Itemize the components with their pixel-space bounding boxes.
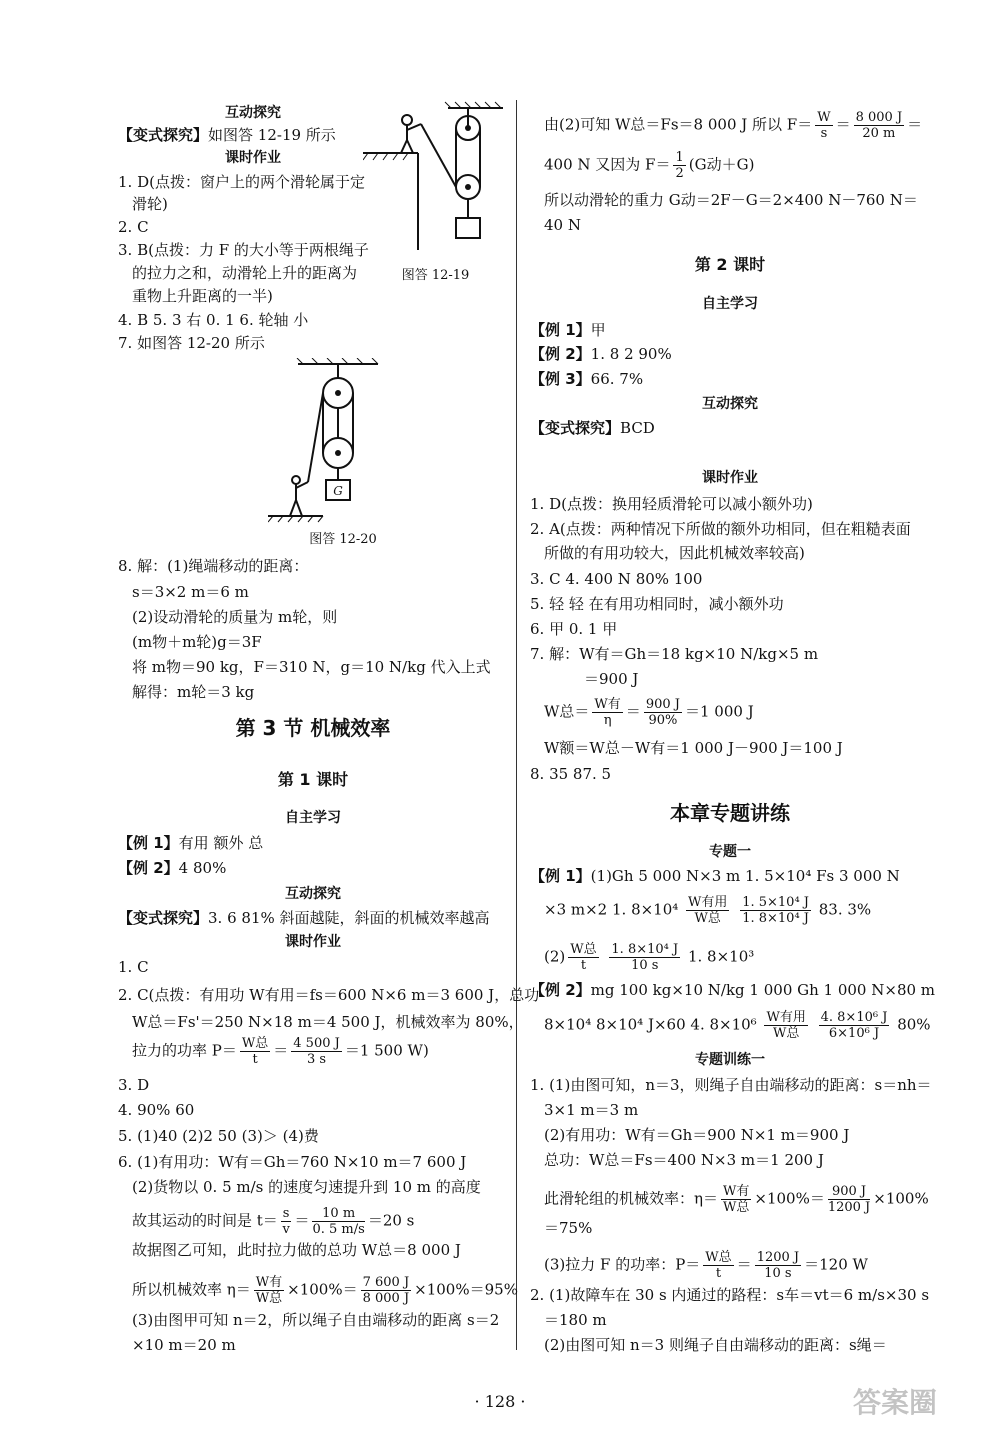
answer-8e: 将 m物＝90 kg，F＝310 N，g＝10 N/kg 代入上式: [132, 658, 491, 676]
training-1f: ＝75%: [544, 1219, 593, 1237]
training-1e: 此滑轮组的机械效率：η＝ $\frac{\text{W有}}{\text{W总}}$ ×100%＝ $\frac{900 J}{1200 J}$ ×100%: [544, 1184, 929, 1215]
heading-keshi: 课时作业: [225, 150, 281, 166]
homework-2a: 2. C(点拨：有用功 W有用＝fs＝600 N×6 m＝3 600 J，总功: [118, 986, 540, 1004]
right-hw-3: 3. C 4. 400 N 80% 100: [530, 570, 703, 588]
section-title-3: 第 3 节 机械效率: [235, 716, 391, 740]
right-hw-7a: 7. 解：W有＝Gh＝18 kg×10 N/kg×5 m: [530, 645, 819, 663]
column-divider: [516, 100, 517, 1350]
training-1c: (2)有用功：W有＝Gh＝900 N×1 m＝900 J: [544, 1126, 850, 1144]
heading-hudong: 互动探究: [225, 105, 281, 121]
homework-6f: (3)由图甲可知 n＝2，所以绳子自由端移动的距离 s＝2: [132, 1311, 500, 1329]
answer-7: 7. 如图答 12-20 所示: [118, 334, 265, 352]
right-hw-5: 5. 轻 轻 在有用功相同时，减小额外功: [530, 595, 784, 613]
example-r1: 【例 1】甲: [530, 321, 606, 339]
homework-1: 1. C: [118, 958, 149, 976]
topic-1-heading: 专题一: [709, 844, 751, 860]
lesson-title-1: 第 1 课时: [277, 770, 349, 789]
heading-hudong-right: 互动探究: [702, 396, 758, 412]
pulley-figure-12-19: [363, 100, 508, 265]
training-1d: 总功：W总＝Fs＝400 N×3 m＝1 200 J: [544, 1151, 824, 1169]
heading-keshi-2: 课时作业: [285, 934, 341, 950]
topic-1-ex1c: (2) $\frac{\text{W总}}{t}$ $\frac{\text{1. 8×10⁴ J}}{10 s}$ 1. 8×10³: [544, 942, 755, 973]
figure-caption-12-20: 图答 12-20: [309, 532, 377, 547]
watermark-logo: 答案圈: [852, 1386, 937, 1419]
right-hw-2b: 所做的有用功较大，因此机械效率较高): [544, 544, 805, 562]
homework-5: 5. (1)40 (2)2 50 (3)＞ (4)费: [118, 1127, 319, 1145]
answer-8a: 8. 解：(1)绳端移动的距离：: [118, 557, 309, 575]
right-hw-7d: W额＝W总－W有＝1 000 J－900 J＝100 J: [544, 739, 843, 757]
answer-4-6: 4. B 5. 3 右 0. 1 6. 轮轴 小: [118, 311, 309, 329]
answer-1a: 1. D(点拨：窗户上的两个滑轮属于定: [118, 173, 365, 191]
answer-3b: 的拉力之和，动滑轮上升的距离为: [132, 264, 358, 282]
right-hw-1: 1. D(点拨：换用轻质滑轮可以减小额外功): [530, 495, 813, 513]
bianshi-line-2: 【变式探究】3. 6 81% 斜面越陡，斜面的机械效率越高: [118, 909, 490, 927]
example-1: 【例 1】有用 额外 总: [118, 834, 264, 852]
homework-2c: 拉力的功率 P＝ $\frac{\text{W总}}{t}$ ＝ $\frac{4 500 J}{3 s}$ ＝1 500 W): [132, 1036, 429, 1067]
right-hw-2a: 2. A(点拨：两种情况下所做的额外功相同，但在粗糙表面: [530, 520, 911, 538]
answer-8d: (m物＋m轮)g＝3F: [132, 633, 262, 651]
lesson-title-2: 第 2 课时: [694, 255, 766, 274]
example-r3: 【例 3】66. 7%: [530, 370, 644, 388]
training-2c: (2)由图可知 n＝3 则绳子自由端移动的距离：s绳＝: [544, 1336, 887, 1354]
bianshi-line: 【变式探究】如图答 12-19 所示: [118, 126, 336, 144]
training-1a: 1. (1)由图可知，n＝3，则绳子自由端移动的距离：s＝nh＝: [530, 1076, 932, 1094]
training-2a: 2. (1)故障车在 30 s 内通过的路程：s车＝vt＝6 m/s×30 s: [530, 1286, 930, 1304]
homework-6d: 故据图乙可知，此时拉力做的总功 W总＝8 000 J: [132, 1241, 461, 1259]
weight-label: G: [333, 484, 343, 498]
pulley-figure-12-20: [268, 358, 418, 523]
example-2: 【例 2】4 80%: [118, 859, 227, 877]
answer-1b: 滑轮): [132, 195, 168, 213]
homework-2b: W总＝Fs'＝250 N×18 m＝4 500 J，机械效率为 80%，: [132, 1013, 524, 1031]
right-line-1: 由(2)可知 W总＝Fs＝8 000 J 所以 F＝ $\frac{W}{s}$ ＝ $\frac{8 000 J}{20 m}$ ＝: [544, 110, 923, 141]
answer-3c: 重物上升距离的一半): [132, 287, 273, 305]
answer-8b: s＝3×2 m＝6 m: [132, 583, 249, 601]
training-1-heading: 专题训练一: [695, 1052, 765, 1068]
topic-1-ex2b: 8×10⁴ 8×10⁴ J×60 4. 8×10⁶ $\frac{\text{W有用}}{\text{W总}}$ $\frac{\text{4. 8×10⁶ J}}{\text{6×10⁶ J}}$ 80%: [544, 1010, 931, 1041]
section-title-topics: 本章专题讲练: [670, 801, 790, 825]
topic-1-ex1a: 【例 1】(1)Gh 5 000 N×3 m 1. 5×10⁴ Fs 3 000 N: [530, 867, 900, 885]
right-hw-8: 8. 35 87. 5: [530, 765, 612, 783]
heading-zizhu-right: 自主学习: [702, 296, 758, 312]
homework-6g: ×10 m＝20 m: [132, 1336, 236, 1354]
figure-caption-12-19: 图答 12-19: [401, 268, 470, 283]
topic-1-ex1b: ×3 m×2 1. 8×10⁴ $\frac{\text{W有用}}{\text{W总}}$ $\frac{\text{1. 5×10⁴ J}}{\text{1. 8×10⁴ J}}$ 83. 3%: [544, 895, 872, 926]
right-hw-7b: ＝900 J: [584, 670, 639, 688]
homework-3: 3. D: [118, 1076, 150, 1094]
right-hw-7c: W总＝ $\frac{\text{W有}}{\eta}$ ＝ $\frac{900 J}{90\%}$ ＝1 000 J: [544, 697, 754, 728]
heading-zizhu: 自主学习: [285, 810, 341, 826]
answer-3a: 3. B(点拨：力 F 的大小等于两根绳子: [118, 241, 369, 259]
right-hw-6: 6. 甲 0. 1 甲: [530, 620, 618, 638]
homework-6c: 故其运动的时间是 t＝ $\frac{s}{v}$ ＝ $\frac{10 m}{0. 5 m/s}$ ＝20 s: [132, 1206, 415, 1237]
training-1b: 3×1 m＝3 m: [544, 1101, 639, 1119]
heading-hudong-2: 互动探究: [285, 886, 341, 902]
training-1g: (3)拉力 F 的功率：P＝ $\frac{\text{W总}}{t}$ ＝ $\frac{1200 J}{10 s}$ ＝120 W: [544, 1250, 868, 1281]
homework-6b: (2)货物以 0. 5 m/s 的速度匀速提升到 10 m 的高度: [132, 1178, 481, 1196]
training-2b: ＝180 m: [544, 1311, 607, 1329]
homework-6e: 所以机械效率 η＝ $\frac{\text{W有}}{\text{W总}}$ ×100%＝ $\frac{7 600 J}{8 000 J}$ ×100%＝95%: [132, 1275, 518, 1306]
right-line-2: 400 N 又因为 F＝ $\frac{1}{2}$ (G动＋G): [544, 150, 755, 181]
answer-8f: 解得：m轮＝3 kg: [132, 683, 255, 701]
example-r2: 【例 2】1. 8 2 90%: [530, 345, 672, 363]
topic-1-ex2a: 【例 2】mg 100 kg×10 N/kg 1 000 Gh 1 000 N×80 m: [530, 981, 936, 999]
right-line-4: 40 N: [544, 216, 581, 234]
right-line-3: 所以动滑轮的重力 G动＝2F－G＝2×400 N－760 N＝: [544, 191, 918, 209]
heading-keshi-right: 课时作业: [702, 470, 758, 486]
homework-4: 4. 90% 60: [118, 1101, 195, 1119]
answer-8c: (2)设动滑轮的质量为 m轮，则: [132, 608, 338, 626]
bianshi-right: 【变式探究】BCD: [530, 419, 655, 437]
answer-2: 2. C: [118, 218, 149, 236]
page-number: · 128 ·: [474, 1392, 526, 1411]
homework-6a: 6. (1)有用功：W有＝Gh＝760 N×10 m＝7 600 J: [118, 1153, 467, 1171]
